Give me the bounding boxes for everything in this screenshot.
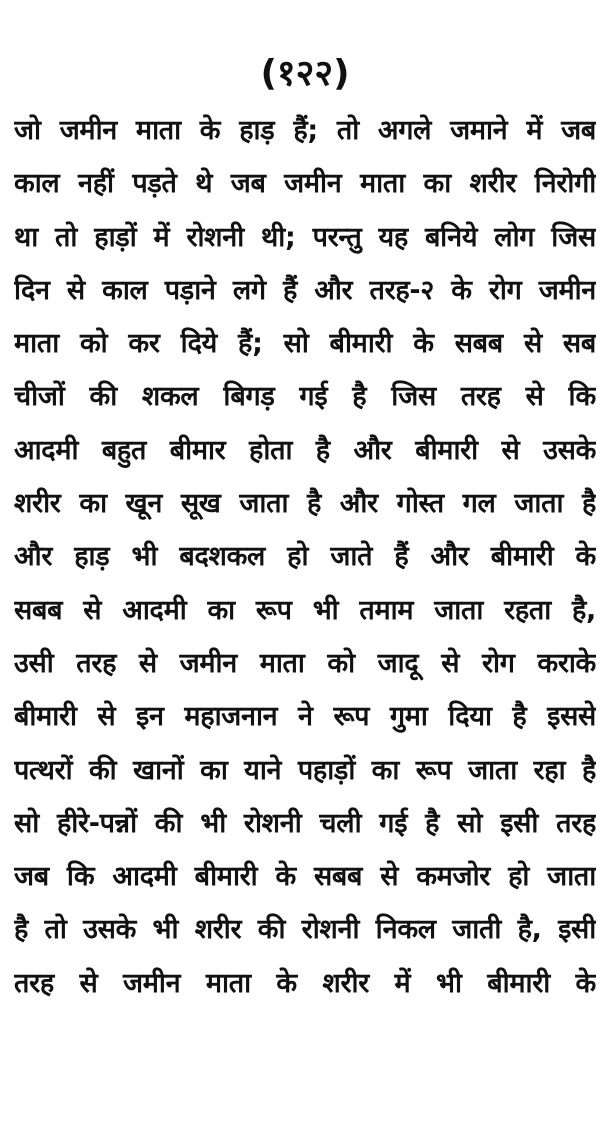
page-number: (१२२): [260, 53, 350, 94]
text-line: चीजों की शकल बिगड़ गई है जिस तरह से कि: [14, 381, 596, 413]
text-line: सबब से आदमी का रूप भी तमाम जाता रहता है,: [14, 594, 596, 626]
text-line: और हाड़ भी बदशकल हो जाते हैं और बीमारी के: [14, 541, 596, 573]
text-line: पत्थरों की खानों का याने पहाड़ों का रूप जाता रहा है: [14, 754, 596, 786]
text-line: आदमी बहुत बीमार होता है और बीमारी से उसके: [14, 434, 596, 466]
text-line: सो हीरे-पन्नों की भी रोशनी चली गई है सो इसी तरह: [14, 807, 596, 839]
text-line: है तो उसके भी शरीर की रोशनी निकल जाती है, इसी: [14, 914, 596, 946]
text-line: काल नहीं पड़ते थे जब जमीन माता का शरीर निरोगी: [14, 168, 596, 200]
text-line: जो जमीन माता के हाड़ हैं; तो अगले जमाने में जब: [14, 115, 596, 146]
text-line: था तो हाड़ों में रोशनी थी; परन्तु यह बनिये लोग जिस: [14, 221, 596, 253]
text-line: जब कि आदमी बीमारी के सबब से कमजोर हो जाता: [14, 861, 596, 893]
text-line: माता को कर दिये हैं; सो बीमारी के सबब से सब: [14, 328, 596, 360]
text-line: बीमारी से इन महाजनान ने रूप गुमा दिया है इससे: [14, 701, 596, 733]
page-body-text: [14, 104, 596, 1010]
text-line: दिन से काल पड़ाने लगे हैं और तरह-२ के रोग जमीन: [14, 274, 596, 306]
text-line: उसी तरह से जमीन माता को जादू से रोग कराके: [14, 647, 596, 679]
text-line: तरह से जमीन माता के शरीर में भी बीमारी के: [14, 967, 596, 999]
text-line: शरीर का खून सूख जाता है और गोस्त गल जाता है: [14, 488, 596, 520]
